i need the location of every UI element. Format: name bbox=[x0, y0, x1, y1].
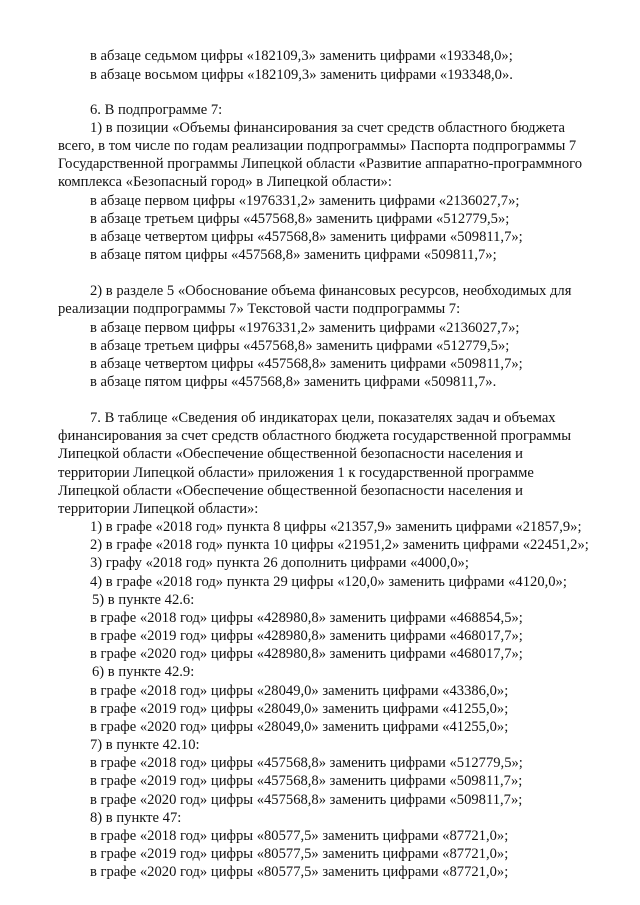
text-line: в графе «2019 год» цифры «457568,8» заменить цифрами «509811,7»; bbox=[90, 773, 523, 789]
paragraph-line: финансирования за счет средств областного бюджета государственной программы bbox=[58, 428, 572, 444]
list-item: 5) в пункте 42.6: bbox=[92, 592, 195, 608]
list-item: 6) в пункте 42.9: bbox=[92, 664, 195, 680]
paragraph-line: 2) в разделе 5 «Обоснование объема финансовых ресурсов, необходимых для bbox=[90, 283, 572, 299]
text-line: в графе «2019 год» цифры «80577,5» заменить цифрами «87721,0»; bbox=[90, 846, 509, 862]
paragraph-line: всего, в том числе по годам реализации подпрограммы» Паспорта подпрограммы 7 bbox=[58, 138, 577, 154]
text-line: в абзаце пятом цифры «457568,8» заменить цифрами «509811,7». bbox=[90, 374, 497, 390]
text-line: в графе «2020 год» цифры «428980,8» заменить цифрами «468017,7»; bbox=[90, 646, 523, 662]
paragraph-line: Липецкой области «Обеспечение общественной безопасности населения и bbox=[58, 446, 523, 462]
list-item: 2) в графе «2018 год» пункта 10 цифры «21951,2» заменить цифрами «22451,2»; bbox=[90, 537, 589, 553]
text-line: в графе «2019 год» цифры «28049,0» заменить цифрами «41255,0»; bbox=[90, 701, 509, 717]
text-line: в абзаце первом цифры «1976331,2» заменить цифрами «2136027,7»; bbox=[90, 320, 520, 336]
text-line: в графе «2019 год» цифры «428980,8» заменить цифрами «468017,7»; bbox=[90, 628, 523, 644]
paragraph-line: Липецкой области «Обеспечение общественной безопасности населения и bbox=[58, 483, 523, 499]
paragraph-line: территории Липецкой области»: bbox=[58, 501, 259, 517]
paragraph-line: реализации подпрограммы 7» Текстовой части подпрограммы 7: bbox=[58, 301, 461, 317]
list-item: 4) в графе «2018 год» пункта 29 цифры «120,0» заменить цифрами «4120,0»; bbox=[90, 574, 567, 590]
paragraph-line: Государственной программы Липецкой области «Развитие аппаратно-программного bbox=[58, 156, 583, 172]
text-line: в абзаце четвертом цифры «457568,8» заменить цифрами «509811,7»; bbox=[90, 229, 523, 245]
text-line: в абзаце третьем цифры «457568,8» заменить цифрами «512779,5»; bbox=[90, 211, 510, 227]
paragraph-line: 1) в позиции «Объемы финансирования за счет средств областного бюджета bbox=[90, 120, 565, 136]
text-line: в графе «2018 год» цифры «457568,8» заменить цифрами «512779,5»; bbox=[90, 755, 523, 771]
text-line: в графе «2020 год» цифры «457568,8» заменить цифрами «509811,7»; bbox=[90, 792, 523, 808]
paragraph-line: территории Липецкой области» приложения 1 к государственной программе bbox=[58, 465, 534, 481]
text-line: в абзаце пятом цифры «457568,8» заменить цифрами «509811,7»; bbox=[90, 247, 497, 263]
text-line: в абзаце третьем цифры «457568,8» заменить цифрами «512779,5»; bbox=[90, 338, 510, 354]
text-line: в абзаце четвертом цифры «457568,8» заменить цифрами «509811,7»; bbox=[90, 356, 523, 372]
paragraph-line: комплекса «Безопасный город» в Липецкой области»: bbox=[58, 174, 392, 190]
list-item: 8) в пункте 47: bbox=[90, 810, 182, 826]
paragraph-line: 7. В таблице «Сведения об индикаторах цели, показателях задач и объемах bbox=[90, 410, 556, 426]
text-line: в абзаце седьмом цифры «182109,3» заменить цифрами «193348,0»; bbox=[90, 48, 513, 64]
list-item: 1) в графе «2018 год» пункта 8 цифры «21357,9» заменить цифрами «21857,9»; bbox=[90, 519, 582, 535]
section-heading: 6. В подпрограмме 7: bbox=[90, 102, 223, 118]
text-line: в графе «2018 год» цифры «80577,5» заменить цифрами «87721,0»; bbox=[90, 828, 509, 844]
list-item: 3) графу «2018 год» пункта 26 дополнить цифрами «4000,0»; bbox=[90, 555, 469, 571]
list-item: 7) в пункте 42.10: bbox=[90, 737, 200, 753]
text-line: в абзаце первом цифры «1976331,2» заменить цифрами «2136027,7»; bbox=[90, 193, 520, 209]
text-line: в графе «2020 год» цифры «28049,0» заменить цифрами «41255,0»; bbox=[90, 719, 509, 735]
text-line: в графе «2020 год» цифры «80577,5» заменить цифрами «87721,0»; bbox=[90, 864, 509, 880]
text-line: в абзаце восьмом цифры «182109,3» заменить цифрами «193348,0». bbox=[90, 67, 513, 83]
text-line: в графе «2018 год» цифры «28049,0» заменить цифрами «43386,0»; bbox=[90, 683, 509, 699]
text-line: в графе «2018 год» цифры «428980,8» заменить цифрами «468854,5»; bbox=[90, 610, 523, 626]
